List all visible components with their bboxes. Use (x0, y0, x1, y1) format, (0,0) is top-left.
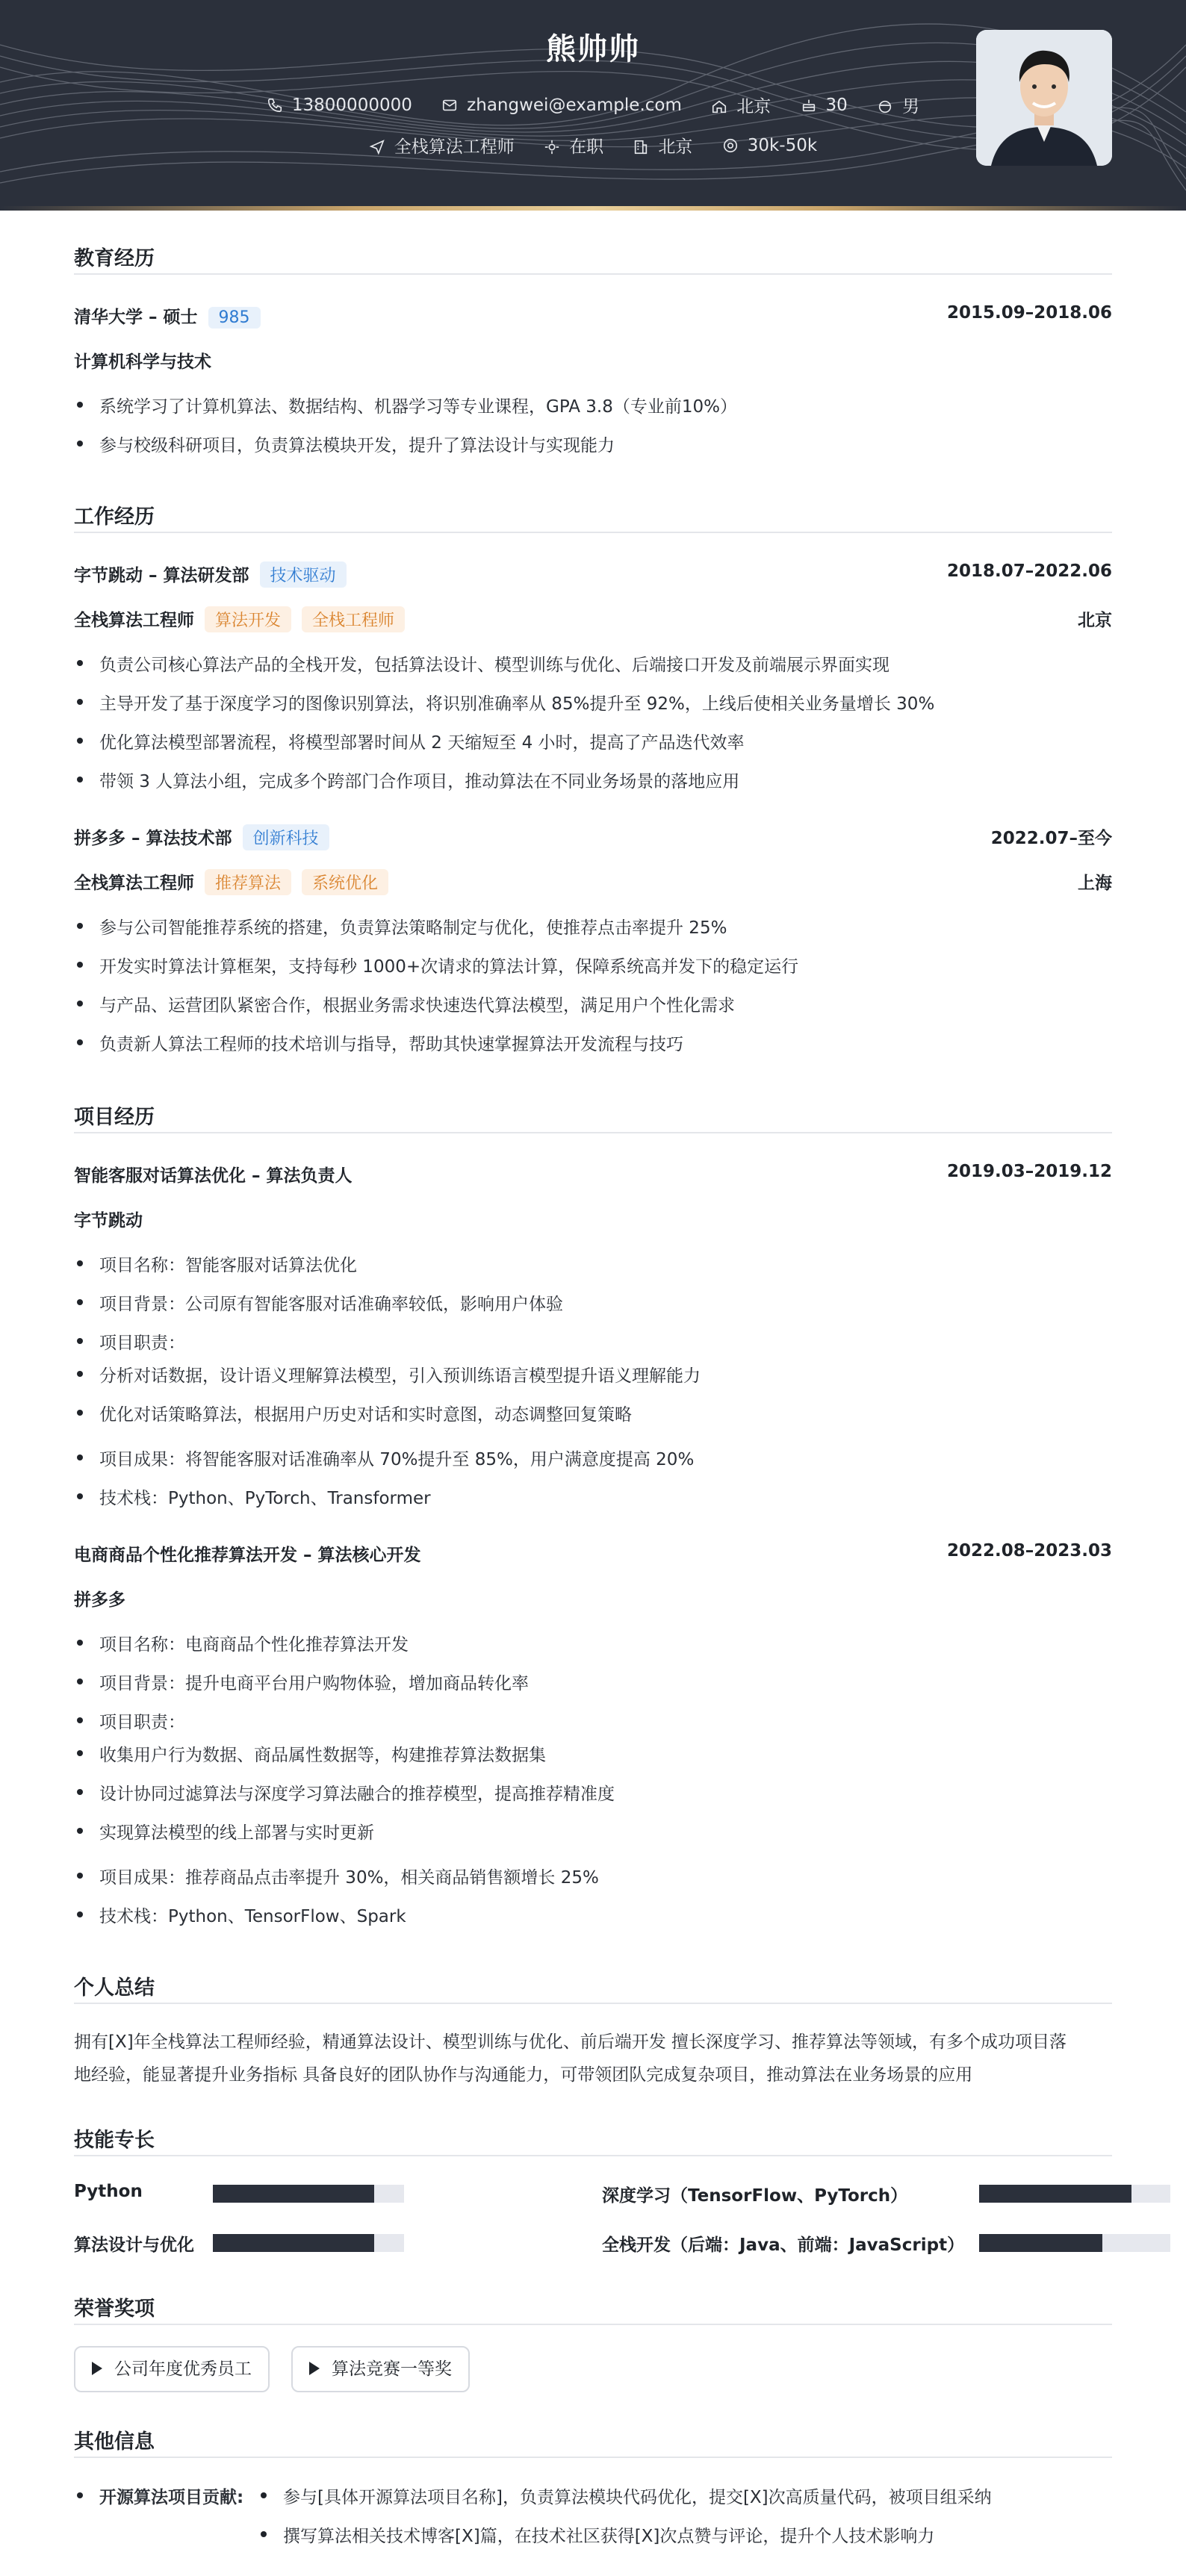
list-item: 系统学习了计算机算法、数据结构、机器学习等专业课程，GPA 3.8（专业前10%） (74, 393, 1112, 417)
project-name: 智能客服对话算法优化 – 算法负责人 (74, 1166, 353, 1186)
project-header (74, 1541, 1112, 1566)
phone-item (267, 96, 412, 115)
gender-text: 男 (902, 97, 920, 116)
phone-text[interactable]: 13800000000 (291, 95, 412, 115)
skills-title: 技能专长 (74, 2129, 155, 2152)
role-tag: 全栈工程师 (302, 606, 405, 632)
job-header (74, 561, 1112, 588)
skill-fill (979, 2185, 1131, 2203)
user-icon (877, 99, 893, 115)
email-text[interactable]: zhangwei@example.com (467, 95, 682, 115)
position-item (369, 133, 515, 158)
other-label: 开源算法项目贡献: (74, 2483, 298, 2508)
project-header (74, 1162, 1112, 1186)
education-title: 教育经历 (74, 247, 155, 270)
project-name: 电商商品个性化推荐算法开发 – 算法核心开发 (74, 1546, 421, 1565)
skill-bar (213, 2234, 404, 2252)
job-role: 全栈算法工程师 (74, 611, 194, 630)
company-name: 拼多多 – 算法技术部 (74, 829, 232, 848)
salary-icon (722, 137, 739, 154)
phone-icon (267, 97, 283, 113)
list-item: 项目成果：推荐商品点击率提升 30%，相关商品销售额增长 25% (74, 1864, 1112, 1888)
location-item (711, 93, 771, 117)
award-label: 算法竞赛一等奖 (332, 2359, 452, 2379)
company-tag: 技术驱动 (260, 561, 347, 588)
list-item: 主导开发了基于深度学习的图像识别算法，将识别准确率从 85%提升至 92%，上线后使相关业务量增长 30% (74, 690, 1112, 715)
send-icon (369, 139, 385, 155)
list-item: 设计协同过滤算法与深度学习算法融合的推荐模型，提高推荐精准度 (74, 1780, 1112, 1805)
email-item (441, 96, 682, 115)
list-item: 技术栈：Python、PyTorch、Transformer (74, 1484, 1112, 1509)
job-role-row (74, 606, 1112, 632)
list-item: 优化对话策略算法，根据用户历史对话和实时意图，动态调整回复策略 (74, 1401, 1112, 1425)
projects-title: 项目经历 (74, 1106, 155, 1129)
job-date: 2022.07–至今 (990, 829, 1112, 848)
job-role-row (74, 869, 1112, 895)
skill-name: 深度学习（TensorFlow、PyTorch） (602, 2186, 908, 2206)
work-title: 工作经历 (74, 505, 155, 529)
project-company: 字节跳动 (74, 1211, 143, 1231)
job-role: 全栈算法工程师 (74, 874, 194, 893)
awards-title: 荣誉奖项 (74, 2297, 155, 2321)
list-item: 项目背景：公司原有智能客服对话准确率较低，影响用户体验 (74, 1290, 1112, 1315)
status-item (544, 133, 603, 158)
salary-text: 30k-50k (747, 135, 818, 155)
list-item: 项目成果：将智能客服对话准确率从 70%提升至 85%，用户满意度提高 20% (74, 1446, 1112, 1470)
list-item: 项目职责： (74, 1329, 1112, 1354)
avatar-portrait (976, 30, 1112, 166)
age-text: 30 (825, 95, 848, 115)
role-tag: 系统优化 (302, 869, 388, 895)
school-name: 清华大学 – 硕士 (74, 308, 198, 327)
section-divider (74, 2003, 1112, 2004)
role-tag: 推荐算法 (205, 869, 291, 895)
list-item: 项目职责： (74, 1708, 1112, 1733)
status-icon (544, 139, 560, 155)
job-city: 上海 (1078, 874, 1112, 893)
list-item: 开发实时算法计算框架，支持每秒 1000+次请求的算法计算，保障系统高并发下的稳定运行 (74, 953, 1112, 977)
location-text: 北京 (736, 97, 771, 116)
list-item: 负责新人算法工程师的技术培训与指导，帮助其快速掌握算法开发流程与技巧 (74, 1030, 1112, 1055)
list-item: 与产品、运营团队紧密合作，根据业务需求快速迭代算法模型，满足用户个性化需求 (74, 992, 1112, 1016)
summary-title: 个人总结 (74, 1976, 155, 2000)
list-item: 分析对话数据，设计语义理解算法模型，引入预训练语言模型提升语义理解能力 (74, 1362, 1112, 1387)
award-badge[interactable] (291, 2346, 470, 2392)
project-date: 2019.03–2019.12 (946, 1162, 1112, 1181)
city-item (633, 133, 692, 158)
building-icon (633, 139, 649, 155)
gender-item (877, 93, 919, 117)
school-tag: 985 (208, 307, 261, 329)
salary-item (722, 136, 817, 155)
section-divider (74, 1132, 1112, 1133)
project-company: 拼多多 (74, 1590, 125, 1610)
award-label: 公司年度优秀员工 (114, 2359, 252, 2379)
list-item: 带领 3 人算法小组，完成多个跨部门合作项目，推动算法在不同业务场景的落地应用 (74, 768, 1112, 792)
job-date: 2018.07–2022.06 (946, 561, 1112, 581)
project-date: 2022.08–2023.03 (946, 1541, 1112, 1561)
section-divider (74, 532, 1112, 533)
status-text: 在职 (569, 137, 604, 157)
section-divider (74, 2324, 1112, 2325)
list-item: 项目名称：智能客服对话算法优化 (74, 1251, 1112, 1276)
list-item: 收集用户行为数据、商品属性数据等，构建推荐算法数据集 (74, 1741, 1112, 1766)
list-item: 参与[具体开源算法项目名称]，负责算法模块代码优化，提交[X]次高质量代码，被项目组采纳 (258, 2483, 1109, 2508)
list-item: 项目名称：电商商品个性化推荐算法开发 (74, 1631, 1112, 1655)
city-text: 北京 (658, 137, 693, 157)
skill-bar (979, 2234, 1170, 2252)
cake-icon (801, 97, 817, 113)
mail-icon (441, 97, 458, 113)
section-divider (74, 2457, 1112, 2458)
play-icon (92, 2362, 102, 2375)
other-title: 其他信息 (74, 2430, 155, 2454)
list-item: 参与公司智能推荐系统的搭建，负责算法策略制定与优化，使推荐点击率提升 25% (74, 914, 1112, 939)
list-item: 优化算法模型部署流程，将模型部署时间从 2 天缩短至 4 小时，提高了产品迭代效率 (74, 729, 1112, 753)
education-date: 2015.09–2018.06 (946, 303, 1112, 323)
skill-fill (213, 2234, 374, 2252)
list-item: 项目背景：提升电商平台用户购物体验，增加商品转化率 (74, 1670, 1112, 1694)
skill-name: 算法设计与优化 (74, 2236, 194, 2255)
position-text: 全栈算法工程师 (394, 137, 515, 157)
resume-header (0, 0, 1186, 211)
list-item: 参与校级科研项目，负责算法模块开发，提升了算法设计与实现能力 (74, 432, 1112, 456)
skill-bar (979, 2185, 1170, 2203)
section-divider (74, 273, 1112, 275)
play-icon (309, 2362, 320, 2375)
skill-name: Python (74, 2182, 143, 2201)
company-tag: 创新科技 (243, 824, 329, 850)
list-item: 实现算法模型的线上部署与实时更新 (74, 1819, 1112, 1844)
avatar (976, 30, 1112, 166)
summary-line: 拥有[X]年全栈算法工程师经验，精通算法设计、模型训练与优化、前后端开发 擅长深度学习、推荐算法等领域，有多个成功项目落 (74, 2032, 1067, 2052)
award-badge[interactable] (74, 2346, 270, 2392)
job-header (74, 824, 1112, 850)
skill-bar (213, 2185, 404, 2203)
role-tag: 算法开发 (205, 606, 291, 632)
age-item (801, 96, 848, 115)
summary-line: 地经验，能显著提升业务指标 具备良好的团队协作与沟通能力，可带领团队完成复杂项目，推动算法在业务场景的应用 (74, 2065, 973, 2085)
major: 计算机科学与技术 (74, 352, 211, 372)
home-icon (711, 99, 727, 115)
list-item: 技术栈：Python、TensorFlow、Spark (74, 1903, 1112, 1927)
header-gold-rule (0, 206, 1186, 211)
job-city: 北京 (1078, 611, 1112, 630)
skill-fill (213, 2185, 374, 2203)
list-item: 撰写算法相关技术博客[X]篇，在技术社区获得[X]次点赞与评论，提升个人技术影响力 (258, 2522, 1109, 2547)
list-item: 负责公司核心算法产品的全栈开发，包括算法设计、模型训练与优化、后端接口开发及前端展示界面实现 (74, 651, 1112, 676)
section-divider (74, 2155, 1112, 2156)
candidate-name: 熊帅帅 (546, 32, 640, 66)
education-header (74, 303, 1112, 329)
skill-name: 全栈开发（后端：Java、前端：JavaScript） (602, 2236, 965, 2255)
company-name: 字节跳动 – 算法研发部 (74, 566, 249, 585)
skill-fill (979, 2234, 1102, 2252)
